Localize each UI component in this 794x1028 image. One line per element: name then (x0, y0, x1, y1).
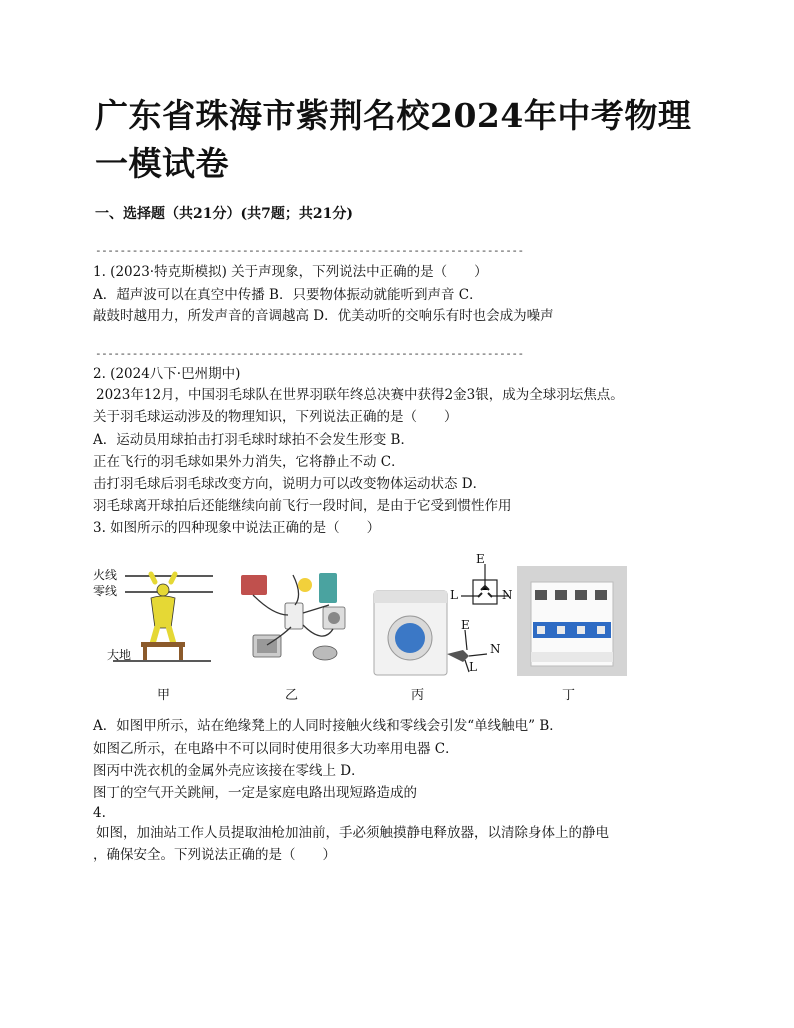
q4-stem: ，确保安全。下列说法正确的是（ ） (93, 847, 336, 863)
q1-options-line: 敲鼓时越用力，所发声音的音调越高 D．优美动听的交响乐有时也会成为噪声 (93, 308, 554, 324)
q4-stem: 如图，加油站工作人员提取油枪加油前，手必须触摸静电释放器，以清除身体上的静电 (96, 825, 609, 841)
plug-label-n: N (490, 642, 501, 656)
q2-stem: 2023年12月，中国羽毛球队在世界羽联年终总决赛中获得2金3银，成为全球羽坛焦点。 (96, 387, 624, 403)
section-heading: 一、选择题（共21分）(共7题；共21分) (95, 206, 353, 222)
label-live-wire: 火线 (93, 568, 118, 582)
q3-option-line: 图丙中洗衣机的金属外壳应该接在零线上 D． (93, 763, 365, 779)
q1-options-line: A．超声波可以在真空中传播 B．只要物体振动就能听到声音 C． (93, 287, 483, 303)
socket-label-l: L (450, 588, 458, 602)
label-neutral-wire: 零线 (93, 584, 118, 598)
q3-option-line: 如图乙所示，在电路中不可以同时使用很多大功率用电器 C． (93, 741, 459, 757)
socket-label-n: N (502, 588, 513, 602)
separator-line: ---------------------------------------------------------------------- (95, 347, 524, 360)
q2-stem: 关于羽毛球运动涉及的物理知识，下列说法正确的是（ ） (93, 409, 458, 425)
plug-label-l: L (469, 660, 477, 674)
plug-label-e: E (461, 618, 470, 632)
q3-option-line: 图丁的空气开关跳闸，一定是家庭电路出现短路造成的 (93, 785, 417, 801)
figure-yi-overloaded-socket (233, 565, 363, 675)
caption-yi: 乙 (285, 688, 299, 703)
q2-option-line: 羽毛球离开球拍后还能继续向前飞行一段时间，是由于它受到惯性作用 (93, 498, 512, 514)
q3-figure (93, 552, 633, 703)
caption-jia: 甲 (157, 688, 171, 703)
caption-bing: 丙 (411, 688, 425, 703)
caption-ding: 丁 (562, 688, 576, 703)
q3-option-line: A．如图甲所示，站在绝缘凳上的人同时接触火线和零线会引发“单线触电” B． (93, 718, 563, 734)
socket-label-e: E (476, 552, 485, 566)
figure-bing-plug (443, 626, 493, 678)
q3-stem: 3. 如图所示的四种现象中说法正确的是（ ） (93, 520, 381, 536)
q2-option-line: 击打羽毛球后羽毛球改变方向，说明力可以改变物体运动状态 D． (93, 476, 487, 492)
figure-bing-washing-machine (373, 590, 448, 676)
q2-option-line: A．运动员用球拍击打羽毛球时球拍不会发生形变 B． (93, 432, 414, 448)
page-title: 广东省珠海市紫荆名校2024年中考物理一模试卷 (95, 96, 692, 183)
figure-ding-circuit-breaker (517, 566, 627, 676)
q2-option-line: 正在飞行的羽毛球如果外力消失，它将静止不动 C． (93, 454, 405, 470)
q4-number: 4. (93, 805, 106, 821)
q1-stem: 1. (2023·特克斯模拟) 关于声现象，下列说法中正确的是（ ） (93, 264, 488, 280)
label-ground: 大地 (107, 648, 132, 662)
separator-line: ---------------------------------------------------------------------- (95, 244, 524, 257)
q2-source: 2. (2024八下·巴州期中) (93, 366, 241, 382)
